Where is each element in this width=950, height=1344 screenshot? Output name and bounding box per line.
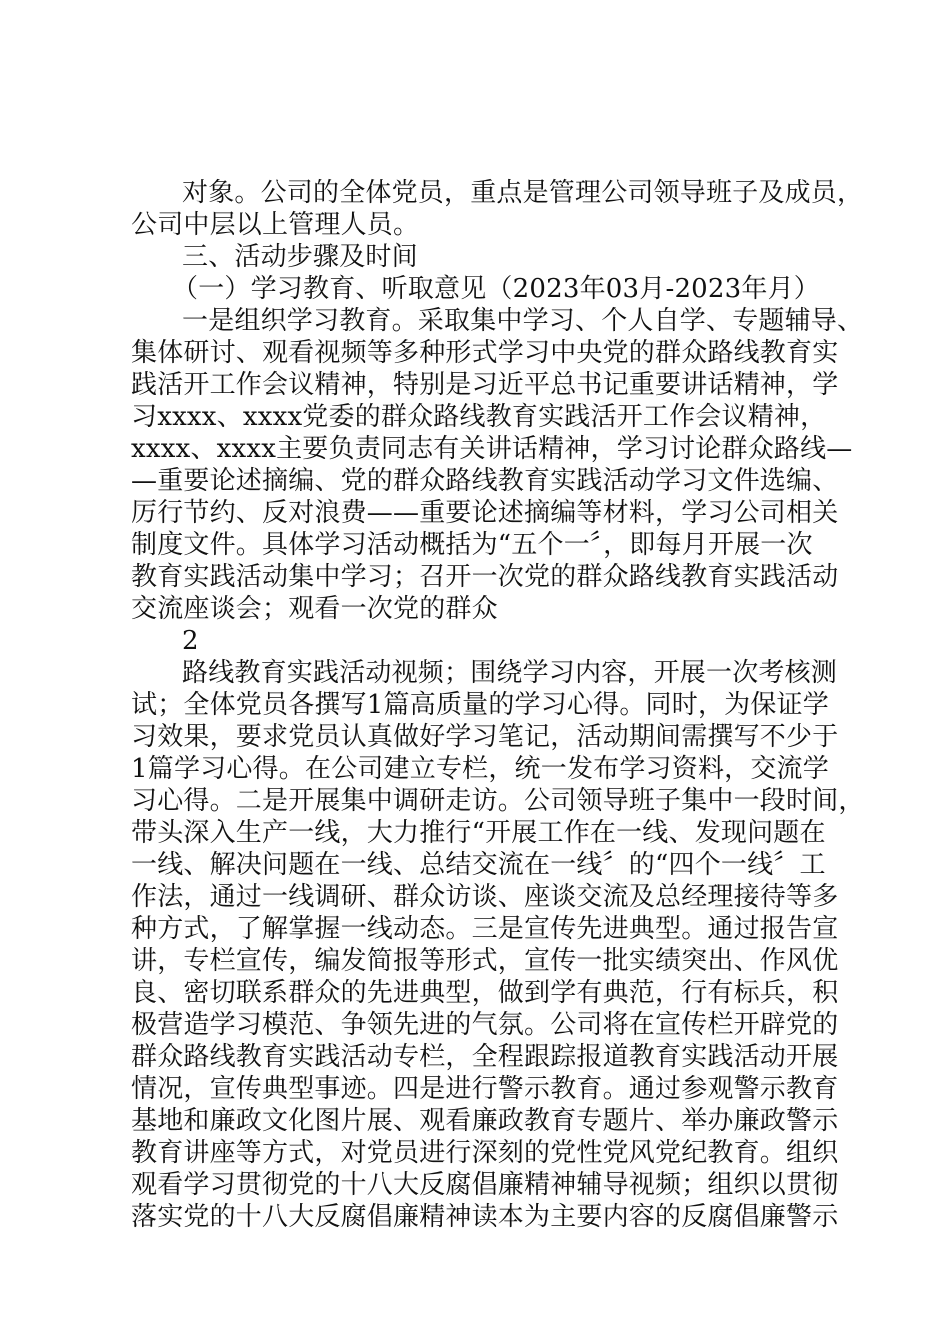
- text-line: 习心得。二是开展集中调研走访。公司领导班子集中一段时间，: [131, 786, 865, 816]
- subsection-heading: （一）学习教育、听取意见（2023年03月-2023年月）: [172, 274, 821, 304]
- section-heading: 三、活动步骤及时间: [182, 242, 418, 272]
- text-line: 群众路线教育实践活动专栏，全程跟踪报道教育实践活动开展: [131, 1042, 839, 1072]
- text-line: 基地和廉政文化图片展、观看廉政教育专题片、举办廉政警示: [131, 1106, 839, 1136]
- text-line: 良、密切联系群众的先进典型，做到学有典范，行有标兵，积: [131, 978, 839, 1008]
- text-line: 习效果，要求党员认真做好学习笔记，活动期间需撰写不少于: [131, 722, 839, 752]
- text-line: 公司中层以上管理人员。: [131, 210, 420, 240]
- text-line: 情况，宣传典型事迹。四是进行警示教育。通过参观警示教育: [131, 1074, 839, 1104]
- text-line: 教育实践活动集中学习；召开一次党的群众路线教育实践活动: [131, 562, 839, 592]
- text-line: 集体研讨、观看视频等多种形式学习中央党的群众路线教育实: [131, 338, 839, 368]
- text-line: 落实党的十八大反腐倡廉精神读本为主要内容的反腐倡廉警示: [131, 1202, 839, 1232]
- text-line: 观看学习贯彻党的十八大反腐倡廉精神辅导视频；组织以贯彻: [131, 1170, 839, 1200]
- text-line: 教育讲座等方式，对党员进行深刻的党性党风党纪教育。组织: [131, 1138, 839, 1168]
- text-line: 一是组织学习教育。采取集中学习、个人自学、专题辅导、: [182, 306, 864, 336]
- text-line: 一线、解决问题在一线、总结交流在一线〞的“四个一线〞工: [131, 850, 826, 880]
- page-number: 2: [182, 626, 199, 656]
- text-line: 对象。公司的全体党员，重点是管理公司领导班子及成员，: [182, 178, 864, 208]
- text-line: 交流座谈会；观看一次党的群众: [131, 594, 498, 624]
- text-line: 践活开工作会议精神，特别是习近平总书记重要讲话精神，学: [131, 370, 839, 400]
- text-line: 制度文件。具体学习活动概括为“五个一〞，即每月开展一次: [131, 530, 813, 560]
- text-line: 1篇学习心得。在公司建立专栏，统一发布学习资料，交流学: [131, 754, 829, 784]
- text-line: 带头深入生产一线，大力推行“开展工作在一线、发现问题在: [131, 818, 826, 848]
- text-line: 种方式，了解掌握一线动态。三是宣传先进典型。通过报告宣: [131, 914, 839, 944]
- text-line: 习xxxx、xxxx党委的群众路线教育实践活开工作会议精神，: [131, 402, 827, 432]
- text-line: 作法，通过一线调研、群众访谈、座谈交流及总经理接待等多: [131, 882, 839, 912]
- text-line: 讲，专栏宣传，编发简报等形式，宣传一批实绩突出、作风优: [131, 946, 839, 976]
- text-line: 极营造学习模范、争领先进的气氛。公司将在宣传栏开辟党的: [131, 1010, 839, 1040]
- text-line: 试；全体党员各撰写1篇高质量的学习心得。同时，为保证学: [131, 690, 829, 720]
- text-line: xxxx、xxxx主要负责同志有关讲话精神，学习讨论群众路线—: [131, 434, 853, 464]
- text-line: 厉行节约、反对浪费——重要论述摘编等材料，学习公司相关: [131, 498, 839, 528]
- text-line: —重要论述摘编、党的群众路线教育实践活动学习文件选编、: [131, 466, 839, 496]
- text-line: 路线教育实践活动视频；围绕学习内容，开展一次考核测: [182, 658, 838, 688]
